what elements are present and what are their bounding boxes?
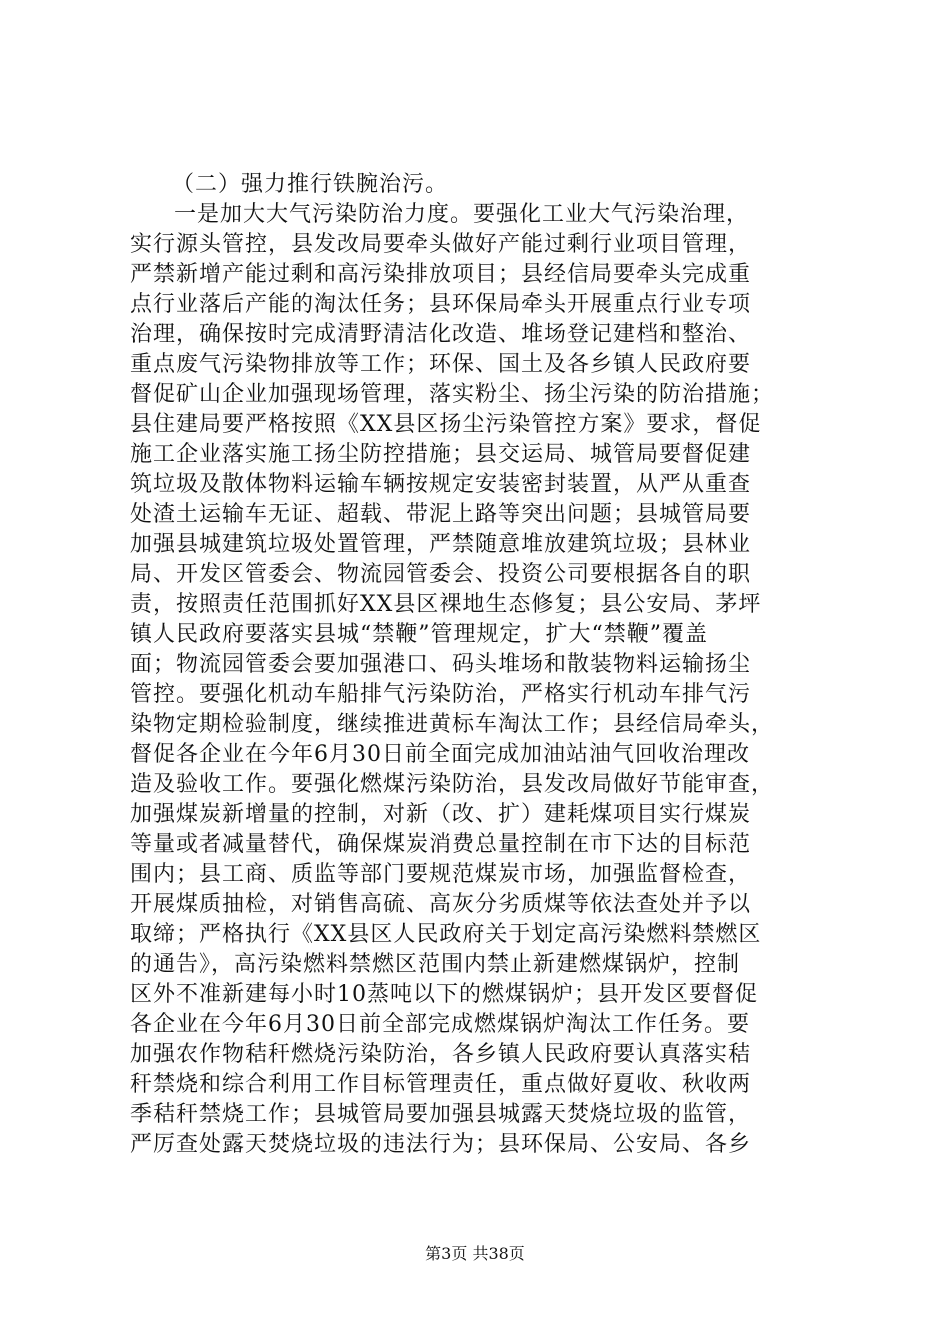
paragraph-line: 管控。要强化机动车船排气污染防治，严格实行机动车排气污 xyxy=(130,682,752,707)
paragraph-line: 的通告》，高污染燃料禁燃区范围内禁止新建燃煤锅炉，控制 xyxy=(130,952,741,977)
paragraph-line: 严厉查处露天焚烧垃圾的违法行为；县环保局、公安局、各乡 xyxy=(130,1132,752,1157)
paragraph-line: 治理，确保按时完成清野清洁化改造、堆场登记建档和整治、 xyxy=(130,322,752,347)
paragraph-line: 点行业落后产能的淘汰任务；县环保局牵头开展重点行业专项 xyxy=(130,292,752,317)
paragraph-line: 重点废气污染物排放等工作；环保、国土及各乡镇人民政府要 xyxy=(130,352,752,377)
paragraph-line: 实行源头管控，县发改局要牵头做好产能过剩行业项目管理， xyxy=(130,232,752,257)
paragraph-line: 县住建局要严格按照《XX县区扬尘污染管控方案》要求，督促 xyxy=(130,412,762,437)
page-number-footer: 第3页 共38页 xyxy=(425,1244,525,1263)
paragraph-line: 取缔；严格执行《XX县区人民政府关于划定高污染燃料禁燃区 xyxy=(130,922,762,947)
paragraph-line: 局、开发区管委会、物流园管委会、投资公司要根据各自的职 xyxy=(130,562,752,587)
document-content xyxy=(130,170,830,1160)
body-paragraph xyxy=(130,200,830,1160)
paragraph-line: 染物定期检验制度，继续推进黄标车淘汰工作；县经信局牵头， xyxy=(130,712,775,737)
paragraph-line: 督促各企业在今年6月30日前全面完成加油站油气回收治理改 xyxy=(130,742,750,767)
paragraph-line: 区外不准新建每小时10蒸吨以下的燃煤锅炉；县开发区要督促 xyxy=(130,982,758,1007)
paragraph-line: 一是加大大气污染防治力度。要强化工业大气污染治理， xyxy=(174,202,750,227)
paragraph-line: 等量或者减量替代，确保煤炭消费总量控制在市下达的目标范 xyxy=(130,832,752,857)
paragraph-line: 造及验收工作。要强化燃煤污染防治，县发改局做好节能审查， xyxy=(130,772,775,797)
paragraph-line: 严禁新增产能过剩和高污染排放项目；县经信局要牵头完成重 xyxy=(130,262,752,287)
paragraph-line: 季秸秆禁烧工作；县城管局要加强县城露天焚烧垃圾的监管， xyxy=(130,1102,752,1127)
paragraph-line: 镇人民政府要落实县城“禁鞭”管理规定，扩大“禁鞭”覆盖 xyxy=(130,622,708,647)
paragraph-line: 责，按照责任范围抓好XX县区裸地生态修复；县公安局、茅坪 xyxy=(130,592,762,617)
paragraph-line: 围内；县工商、质监等部门要规范煤炭市场，加强监督检查， xyxy=(130,862,752,887)
paragraph-line: 督促矿山企业加强现场管理，落实粉尘、扬尘污染的防治措施； xyxy=(130,382,775,407)
paragraph-line: 施工企业落实施工扬尘防控措施；县交运局、城管局要督促建 xyxy=(130,442,752,467)
paragraph-line: 加强煤炭新增量的控制，对新（改、扩）建耗煤项目实行煤炭 xyxy=(130,802,752,827)
paragraph-line: 筑垃圾及散体物料运输车辆按规定安装密封装置，从严从重查 xyxy=(130,472,752,497)
paragraph-line: 处渣土运输车无证、超载、带泥上路等突出问题；县城管局要 xyxy=(130,502,752,527)
paragraph-line: 秆禁烧和综合利用工作目标管理责任，重点做好夏收、秋收两 xyxy=(130,1072,752,1097)
paragraph-line: 加强县城建筑垃圾处置管理，严禁随意堆放建筑垃圾；县林业 xyxy=(130,532,752,557)
paragraph-line: 加强农作物秸秆燃烧污染防治，各乡镇人民政府要认真落实秸 xyxy=(130,1042,752,1067)
paragraph-line: 面；物流园管委会要加强港口、码头堆场和散装物料运输扬尘 xyxy=(130,652,752,677)
paragraph-line: 开展煤质抽检，对销售高硫、高灰分劣质煤等依法查处并予以 xyxy=(130,892,752,917)
paragraph-line: 各企业在今年6月30日前全部完成燃煤锅炉淘汰工作任务。要 xyxy=(130,1012,750,1037)
section-heading: （二）强力推行铁腕治污。 xyxy=(172,172,449,197)
